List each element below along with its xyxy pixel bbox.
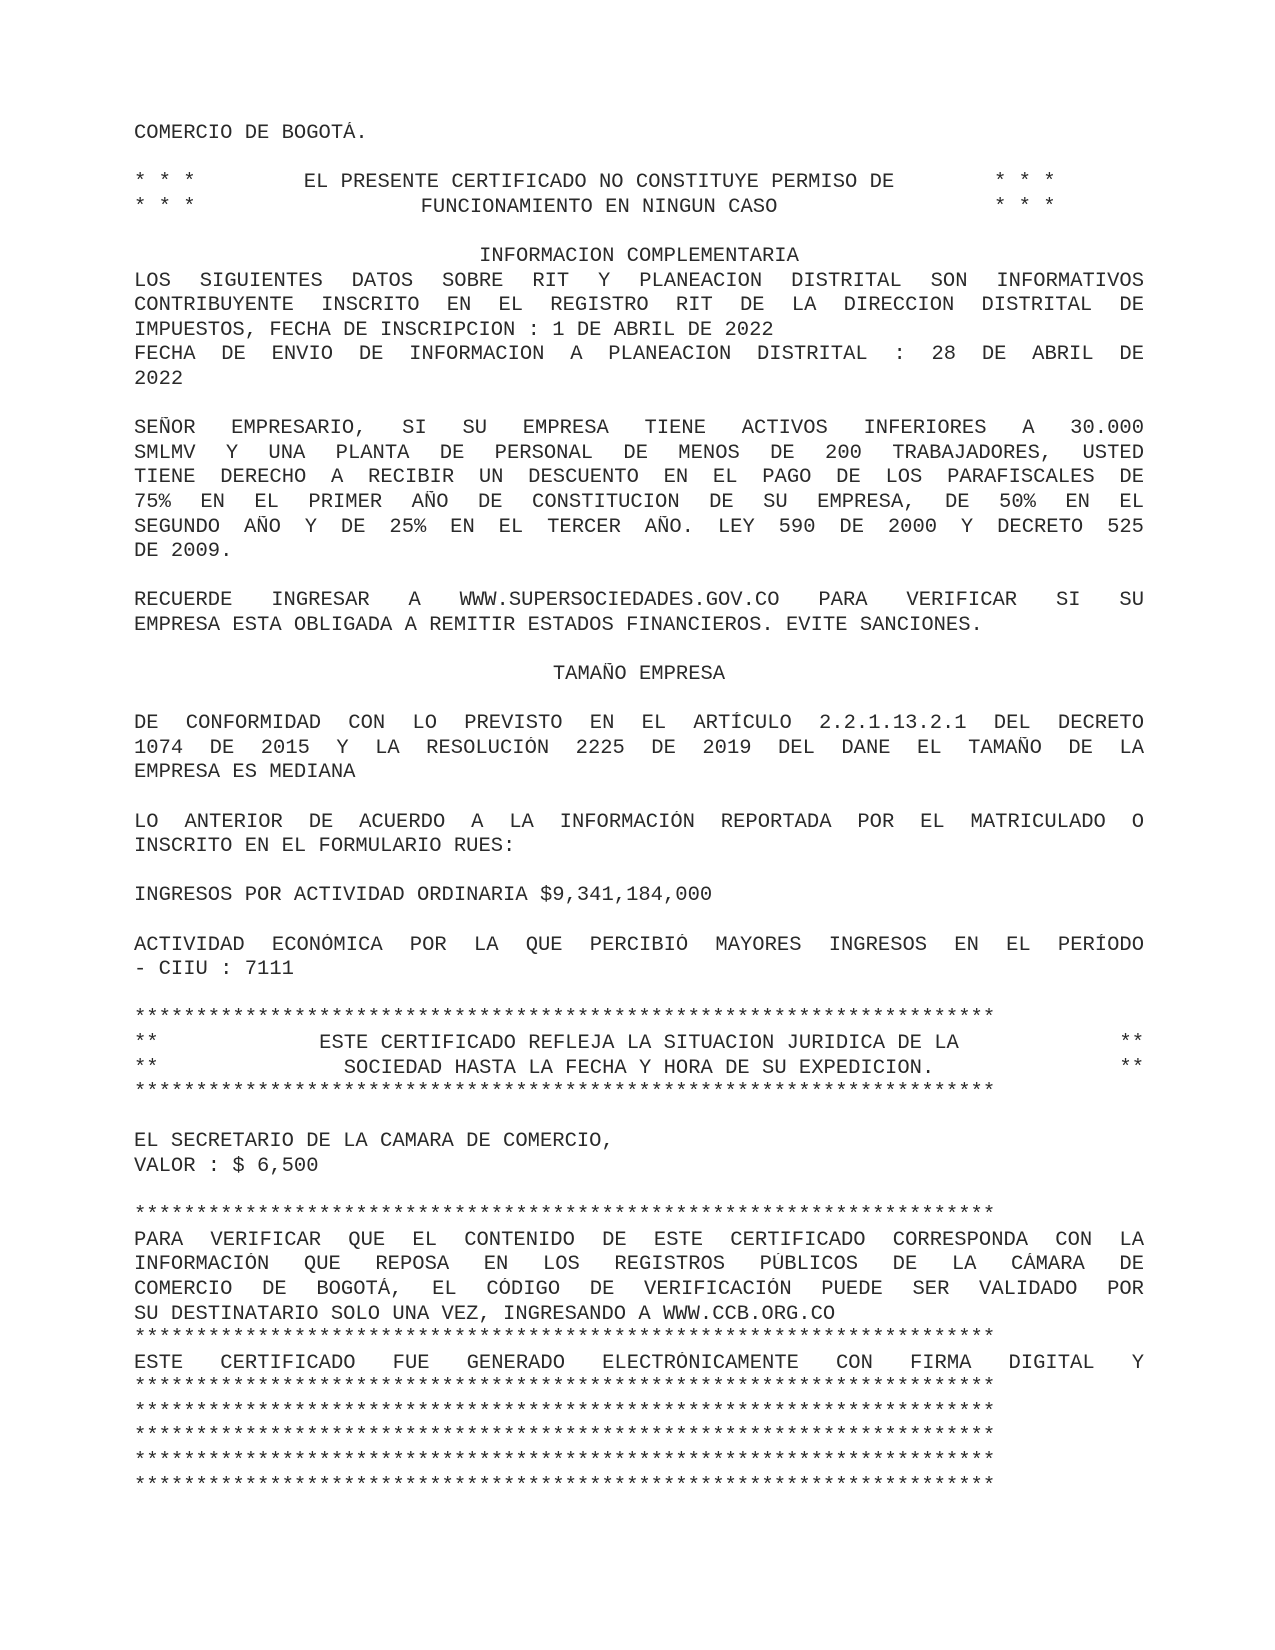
asterisk-divider: **********************************************************************: [134, 1376, 996, 1400]
text-line: SEÑOR EMPRESARIO, SI SU EMPRESA TIENE ACTIVOS INFERIORES A 30.000: [134, 417, 1144, 441]
notice-text: ESTE CERTIFICADO REFLEJA LA SITUACION JURIDICA DE LA: [319, 1031, 959, 1055]
warning-text: FUNCIONAMIENTO EN NINGUN CASO: [420, 195, 778, 219]
text-line: SU DESTINATARIO SOLO UNA VEZ, INGRESANDO A WWW.CCB.ORG.CO: [134, 1302, 836, 1326]
warning-line: [134, 196, 1144, 221]
text-line: IMPUESTOS, FECHA DE INSCRIPCION : 1 DE ABRIL DE 2022: [134, 318, 774, 342]
section-title-tamano: TAMAÑO EMPRESA: [552, 663, 726, 687]
text-line: DE CONFORMIDAD CON LO PREVISTO EN EL ARTÍCULO 2.2.1.13.2.1 DEL DECRETO: [134, 712, 1144, 736]
asterisk-divider: **********************************************************************: [134, 1400, 996, 1424]
text-line: ESTE CERTIFICADO FUE GENERADO ELECTRÓNICAMENTE CON FIRMA DIGITAL Y: [134, 1351, 1144, 1375]
text-line: 75% EN EL PRIMER AÑO DE CONSTITUCION DE SU EMPRESA, DE 50% EN EL: [134, 490, 1144, 514]
notice-line: [134, 1032, 1144, 1057]
text-line: COMERCIO DE BOGOTÁ, EL CÓDIGO DE VERIFICACIÓN PUEDE SER VALIDADO POR: [134, 1277, 1144, 1301]
section-title-informacion: INFORMACION COMPLEMENTARIA: [479, 244, 799, 268]
text-line: - CIIU : 7111: [134, 958, 294, 982]
text-line: SEGUNDO AÑO Y DE 25% EN EL TERCER AÑO. LEY 590 DE 2000 Y DECRETO 525: [134, 515, 1144, 539]
warning-line: [134, 171, 1144, 196]
warning-text: EL PRESENTE CERTIFICADO NO CONSTITUYE PERMISO DE: [303, 171, 895, 195]
asterisk-divider: **********************************************************************: [134, 1450, 996, 1474]
text-line: DE 2009.: [134, 540, 233, 564]
secretario-line: EL SECRETARIO DE LA CAMARA DE COMERCIO,: [134, 1130, 614, 1154]
text-line: TIENE DERECHO A RECIBIR UN DESCUENTO EN EL PAGO DE LOS PARAFISCALES DE: [134, 466, 1144, 490]
asterisk-divider: **********************************************************************: [134, 1474, 996, 1498]
asterisk-divider: **********************************************************************: [134, 1425, 996, 1449]
text-line: EMPRESA ESTA OBLIGADA A REMITIR ESTADOS FINANCIEROS. EVITE SANCIONES.: [134, 613, 983, 637]
ingresos-line: INGRESOS POR ACTIVIDAD ORDINARIA $9,341,184,000: [134, 884, 713, 908]
text-line: RECUERDE INGRESAR A WWW.SUPERSOCIEDADES.GOV.CO PARA VERIFICAR SI SU: [134, 589, 1144, 613]
text-line: SMLMV Y UNA PLANTA DE PERSONAL DE MENOS DE 200 TRABAJADORES, USTED: [134, 441, 1144, 465]
text-line: EMPRESA ES MEDIANA: [134, 761, 356, 785]
text-line: 1074 DE 2015 Y LA RESOLUCIÓN 2225 DE 2019 DEL DANE EL TAMAÑO DE LA: [134, 736, 1144, 760]
certificate-body: [134, 122, 1144, 1499]
valor-line: VALOR : $ 6,500: [134, 1154, 319, 1178]
text-line: CONTRIBUYENTE INSCRITO EN EL REGISTRO RIT DE LA DIRECCION DISTRITAL DE: [134, 294, 1144, 318]
text-line: COMERCIO DE BOGOTÁ.: [134, 122, 368, 145]
text-line: INFORMACIÓN QUE REPOSA EN LOS REGISTROS PÚBLICOS DE LA CÁMARA DE: [134, 1253, 1144, 1277]
notice-line: [134, 1057, 1144, 1082]
notice-text: SOCIEDAD HASTA LA FECHA Y HORA DE SU EXPEDICION.: [343, 1056, 935, 1080]
text-line: LO ANTERIOR DE ACUERDO A LA INFORMACIÓN REPORTADA POR EL MATRICULADO O: [134, 810, 1144, 834]
text-line: INSCRITO EN EL FORMULARIO RUES:: [134, 835, 516, 859]
asterisk-marker: * * *: [134, 195, 196, 219]
text-line: ACTIVIDAD ECONÓMICA POR LA QUE PERCIBIÓ MAYORES INGRESOS EN EL PERÍODO: [134, 933, 1144, 957]
asterisk-marker: **: [134, 1056, 159, 1080]
asterisk-marker: **: [134, 1031, 159, 1055]
asterisk-divider: **********************************************************************: [134, 1081, 996, 1105]
asterisk-marker: * * *: [994, 171, 1056, 195]
asterisk-marker: * * *: [134, 171, 196, 195]
asterisk-marker: **: [1119, 1031, 1144, 1055]
asterisk-marker: * * *: [994, 195, 1056, 219]
text-line: FECHA DE ENVIO DE INFORMACION A PLANEACION DISTRITAL : 28 DE ABRIL DE: [134, 343, 1144, 367]
text-line: PARA VERIFICAR QUE EL CONTENIDO DE ESTE CERTIFICADO CORRESPONDA CON LA: [134, 1228, 1144, 1252]
asterisk-divider: **********************************************************************: [134, 1327, 996, 1351]
text-line: 2022: [134, 367, 184, 391]
asterisk-divider: **********************************************************************: [134, 1204, 996, 1228]
text-line: LOS SIGUIENTES DATOS SOBRE RIT Y PLANEACION DISTRITAL SON INFORMATIVOS: [134, 269, 1144, 293]
asterisk-divider: **********************************************************************: [134, 1007, 996, 1031]
asterisk-marker: **: [1119, 1056, 1144, 1080]
